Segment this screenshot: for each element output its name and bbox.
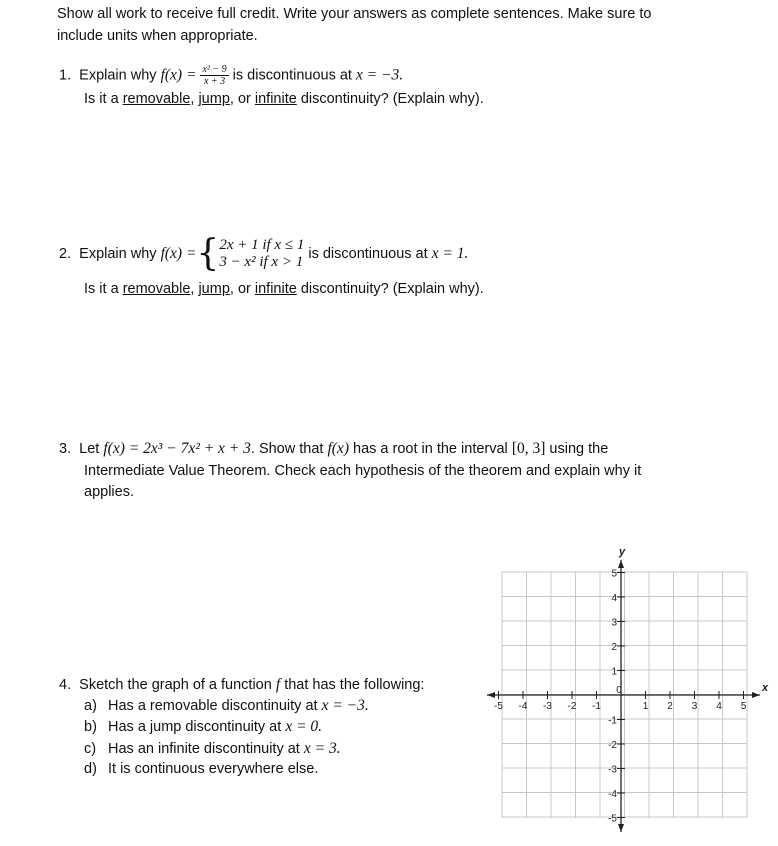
y-tick-label: -4 — [608, 789, 617, 800]
x-axis-label: x — [762, 682, 769, 694]
y-tick-label: -5 — [608, 813, 617, 825]
q2-case-2: 3 − x² if x > 1 — [219, 254, 304, 270]
y-tick-label: -2 — [608, 740, 617, 751]
x-tick-label: 5 — [740, 701, 747, 712]
q2-option-jump: jump — [198, 281, 230, 297]
q3-fx: f(x) — [327, 440, 349, 457]
q1-explain: Explain why — [79, 67, 157, 84]
question-3-line-2: Intermediate Value Theorem. Check each hypothesis of the theorem and explain why it — [84, 463, 642, 479]
q1-option-jump: jump — [198, 91, 230, 107]
x-tick-label: -1 — [592, 701, 601, 712]
q1-option-infinite: infinite — [254, 91, 297, 107]
x-tick-label: -5 — [494, 701, 503, 712]
q3-let: Let — [79, 441, 100, 457]
question-1 — [59, 64, 403, 87]
q4-item-b-text: Has a jump discontinuity at — [108, 719, 282, 735]
q4-item-d-label: d) — [84, 761, 97, 777]
q1-sep1: , — [190, 91, 195, 107]
q1-sep2: , or — [229, 91, 251, 107]
x-axis-arrow-left — [487, 692, 495, 698]
q1-mid-text: is discontinuous at — [232, 67, 352, 84]
q2-explain: Explain why — [79, 246, 157, 262]
q4-item-c — [84, 740, 341, 758]
q3-show-that: . Show that — [250, 441, 324, 457]
q4-item-b-label: b) — [84, 719, 97, 735]
q2-q-suffix: discontinuity? (Explain why). — [300, 281, 484, 297]
x-tick-label: 1 — [642, 701, 649, 712]
y-axis-arrow-down — [618, 824, 624, 832]
q1-q-suffix: discontinuity? (Explain why). — [300, 91, 484, 107]
q2-sep2: , or — [229, 281, 251, 297]
q4-item-b-math: x = 0. — [285, 718, 323, 735]
x-axis-arrow-right — [752, 692, 760, 698]
y-axis-arrow-up — [618, 560, 624, 568]
y-tick-label: 4 — [611, 593, 617, 604]
q2-point: x = 1. — [431, 245, 469, 262]
y-tick-label: -3 — [608, 764, 617, 776]
q2-option-infinite: infinite — [254, 281, 297, 297]
q1-q-prefix: Is it a — [84, 91, 119, 107]
q4-intro-f: f — [275, 676, 281, 693]
instructions-line-2: include units when appropriate. — [57, 28, 258, 44]
q1-number: 1. — [59, 67, 72, 84]
x-tick-label: -2 — [567, 701, 577, 712]
q4-item-d-text: It is continuous everywhere else. — [108, 761, 319, 777]
q2-q-prefix: Is it a — [84, 281, 119, 297]
instructions-line-1: Show all work to receive full credit. Write your answers as complete sentences. Make sure to — [57, 6, 652, 22]
q4-item-c-math: x = 3. — [303, 740, 341, 757]
q3-using-the: using the — [549, 441, 609, 457]
x-tick-label: -3 — [543, 701, 552, 712]
q3-has-root: has a root in the interval — [353, 441, 508, 457]
question-2 — [59, 233, 469, 274]
y-tick-label: 1 — [611, 666, 617, 678]
q3-function: f(x) = 2x³ − 7x² + x + 3 — [103, 440, 251, 457]
q4-intro-a: Sketch the graph of a function — [79, 677, 272, 693]
q4-item-d — [84, 761, 318, 777]
q4-item-c-text: Has an infinite discontinuity at — [108, 741, 300, 757]
q4-item-a-label: a) — [84, 698, 97, 714]
y-tick-label: -1 — [608, 715, 617, 727]
q4-item-c-label: c) — [84, 741, 97, 757]
q1-function-lhs: f(x) = — [160, 66, 197, 84]
x-tick-label: 4 — [716, 701, 722, 712]
q4-number: 4. — [59, 677, 72, 693]
question-3-line-1 — [59, 440, 608, 458]
q2-option-removable: removable — [122, 281, 191, 297]
x-tick-label: 2 — [667, 701, 673, 712]
q1-question — [84, 91, 484, 107]
y-tick-label: 3 — [611, 617, 617, 629]
question-3-line-3: applies. — [84, 484, 134, 500]
question-4-intro — [59, 676, 424, 694]
q1-fraction-numerator: x² − 9 — [202, 64, 227, 75]
q2-case-1: 2x + 1 if x ≤ 1 — [219, 237, 305, 253]
q2-mid-text: is discontinuous at — [308, 246, 428, 262]
q2-sep1: , — [190, 281, 195, 297]
q2-question — [84, 281, 484, 297]
q2-brace: { — [196, 233, 220, 274]
q1-fraction-denominator: x + 3 — [203, 76, 226, 87]
q1-point: x = −3. — [355, 66, 404, 84]
q4-item-a — [84, 697, 369, 715]
q2-number: 2. — [59, 246, 72, 262]
q2-piecewise — [219, 237, 304, 271]
q4-item-a-math: x = −3. — [321, 697, 369, 714]
x-tick-label: 3 — [691, 701, 698, 712]
q2-function-lhs: f(x) = — [160, 245, 197, 262]
q4-item-a-text: Has a removable discontinuity at — [108, 698, 318, 714]
q4-intro-b: that has the following: — [284, 677, 425, 693]
y-tick-label: 2 — [611, 642, 617, 653]
q1-fraction — [200, 64, 228, 87]
x-tick-label: -4 — [518, 701, 528, 712]
q3-interval: [0, 3] — [511, 440, 546, 457]
q3-number: 3. — [59, 441, 72, 457]
q4-item-b — [84, 718, 322, 736]
y-tick-label: 5 — [611, 568, 617, 580]
q1-option-removable: removable — [122, 91, 191, 107]
y-axis-label: y — [619, 546, 626, 558]
x-tick-label: 0 — [616, 685, 622, 696]
